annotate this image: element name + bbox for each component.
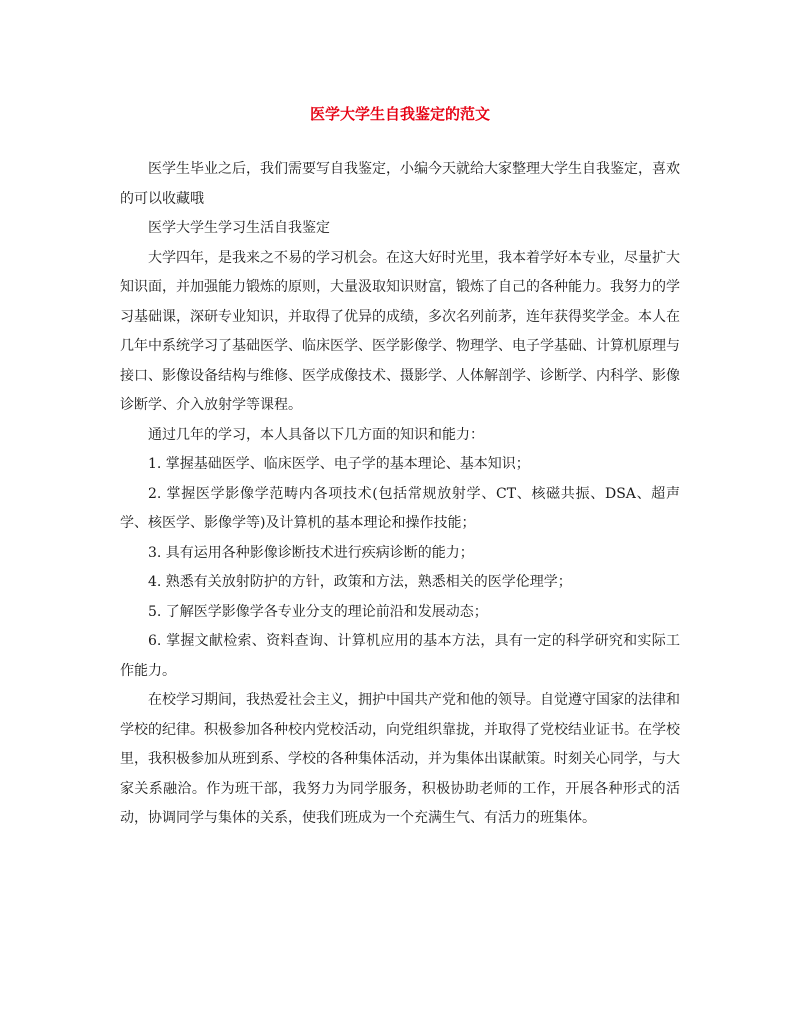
- ability-item-6: 6. 掌握文献检索、资料查询、计算机应用的基本方法，具有一定的科学研究和实际工作能力。: [120, 633, 680, 679]
- ability-item-2: 2. 掌握医学影像学范畴内各项技术(包括常规放射学、CT、核磁共振、DSA、超声学、核医学、影像学等)及计算机的基本理论和操作技能；: [120, 485, 680, 531]
- ability-item-4: 4. 熟悉有关放射防护的方针，政策和方法，熟悉相关的医学伦理学；: [148, 574, 572, 590]
- section-heading: 医学大学生学习生活自我鉴定: [148, 220, 330, 236]
- ability-item-5: 5. 了解医学影像学各专业分支的理论前沿和发展动态；: [148, 603, 488, 620]
- abilities-intro: 通过几年的学习，本人具备以下几方面的知识和能力：: [148, 426, 484, 443]
- campus-life-paragraph: 在校学习期间，我热爱社会主义，拥护中国共产党和他的领导。自觉遵守国家的法律和学校的纪律。积极参加各种校内党校活动，向党组织靠拢，并取得了党校结业证书。在学校里，我积极参加从班到系、学校的各种集体活动，并为集体出谋献策。时刻关心同学，与大家关系融洽。作为班干部，我努力为同学服务，积极协助老师的工作，开展各种形式的活动，协调同学与集体的关系，使我们班成为一个充满生气、有活力的班集体。: [120, 692, 680, 826]
- intro-paragraph: 医学生毕业之后，我们需要写自我鉴定，小编今天就给大家整理大学生自我鉴定，喜欢的可以收藏哦: [120, 161, 680, 207]
- study-paragraph: 大学四年，是我来之不易的学习机会。在这大好时光里，我本着学好本专业，尽量扩大知识面，并加强能力锻炼的原则，大量汲取知识财富，锻炼了自己的各种能力。我努力的学习基础课，深研专业知识，并取得了优异的成绩，多次名列前茅，连年获得奖学金。本人在几年中系统学习了基础医学、临床医学、医学影像学、物理学、电子学基础、计算机原理与接口、影像设备结构与维修、医学成像技术、摄影学、人体解剖学、诊断学、内科学、影像诊断学、介入放射学等课程。: [120, 249, 680, 413]
- ability-item-3: 3. 具有运用各种影像诊断技术进行疾病诊断的能力；: [148, 544, 474, 561]
- ability-item-1: 1. 掌握基础医学、临床医学、电子学的基本理论、基本知识；: [148, 456, 530, 472]
- document-title: 医学大学生自我鉴定的范文: [309, 105, 490, 123]
- document-body: [120, 155, 680, 834]
